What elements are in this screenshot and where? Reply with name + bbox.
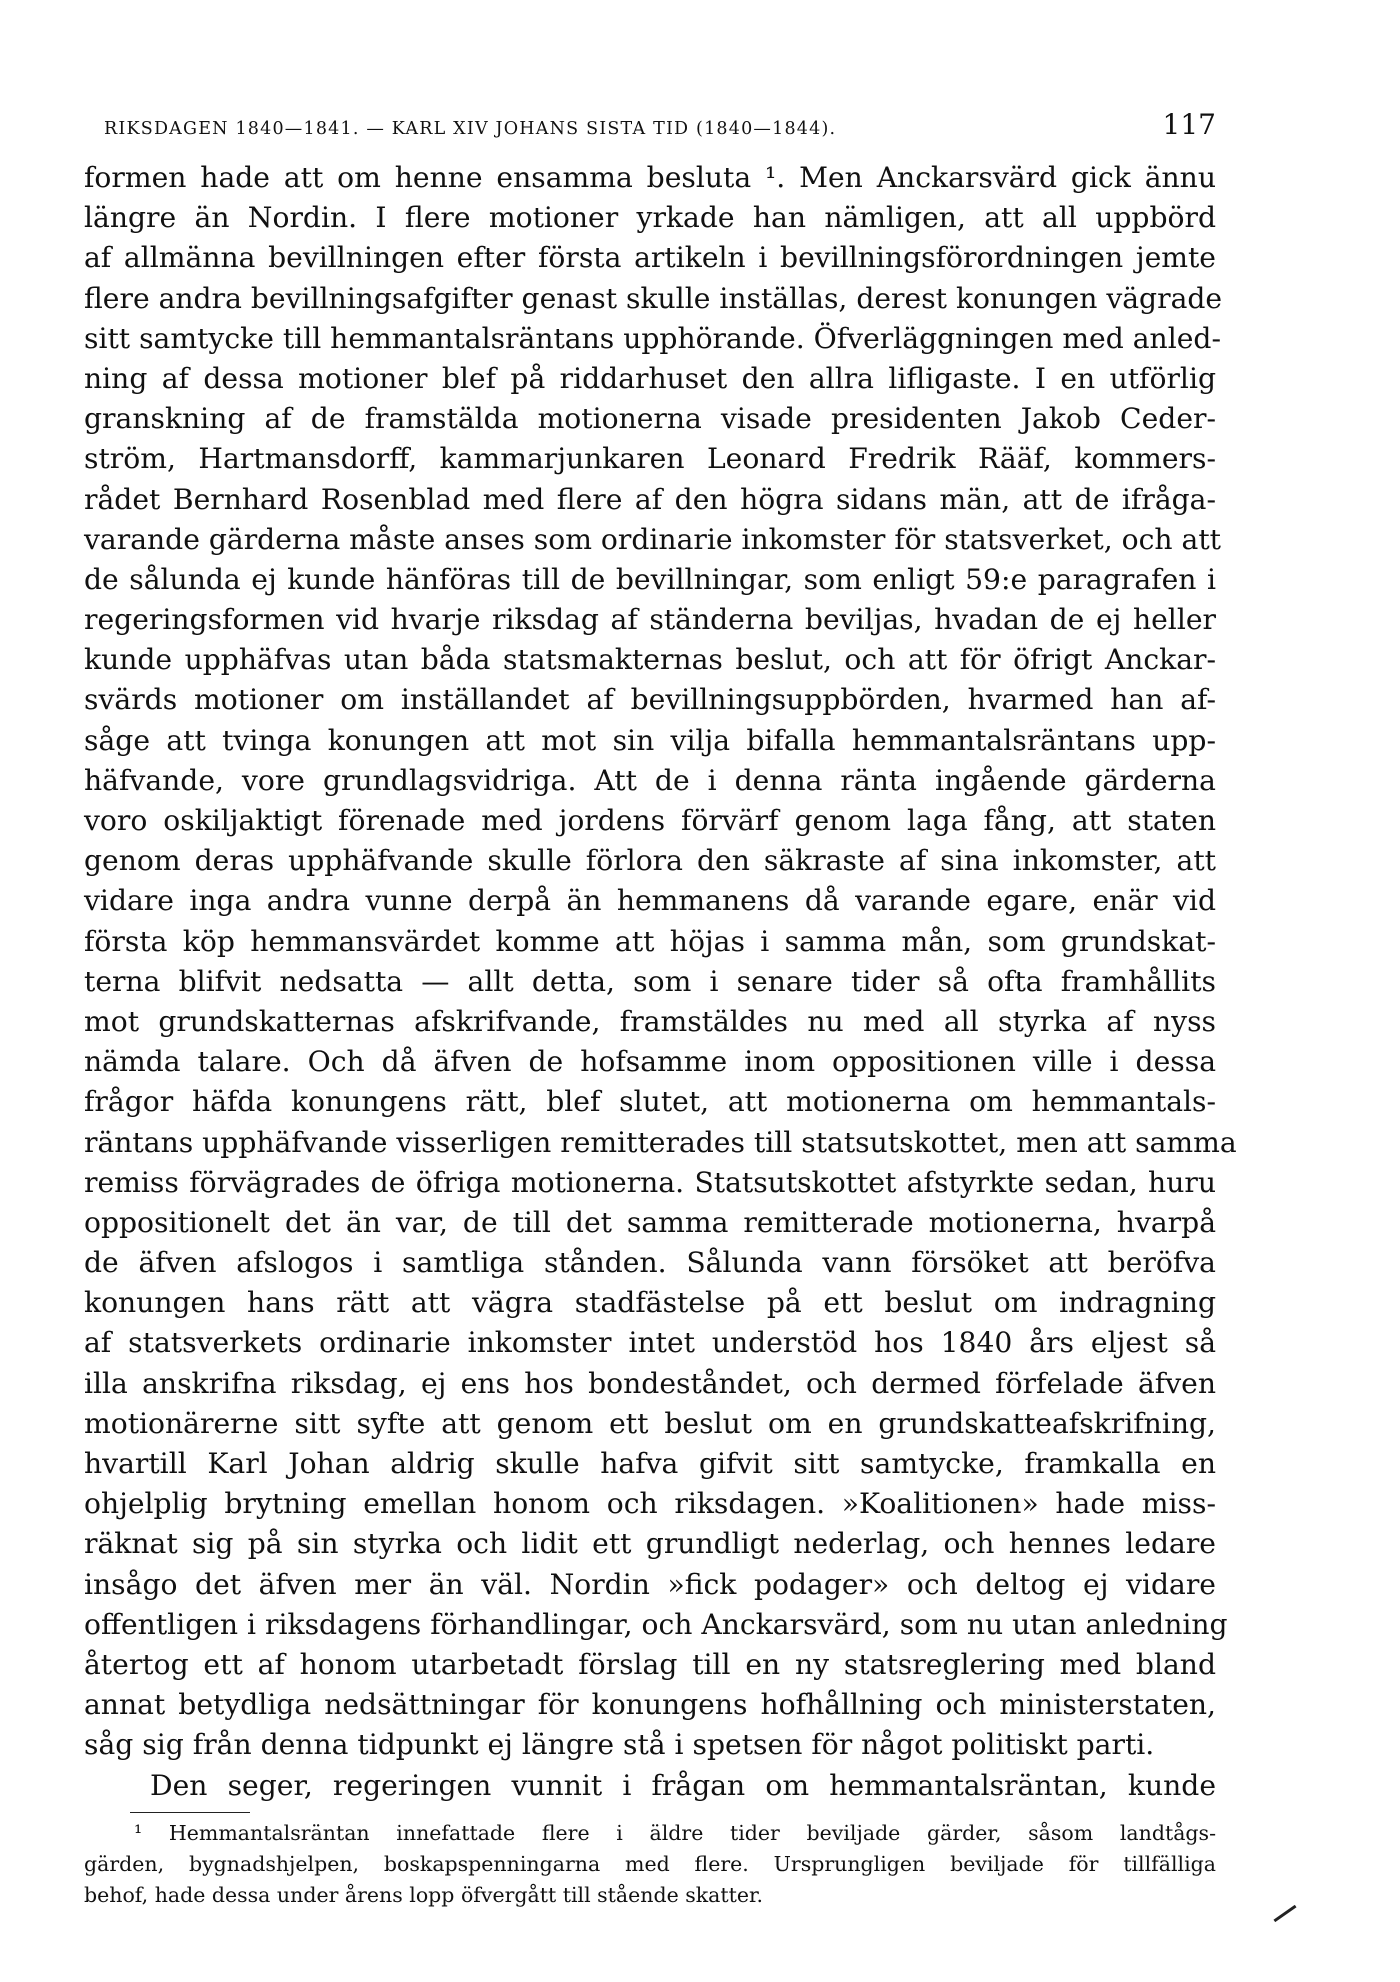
body-text	[84, 158, 1237, 1806]
body-line: motionärerne sitt syfte att genom ett beslut om en grundskatteafskrifning,	[84, 1406, 1216, 1440]
body-line: insågo det äfven mer än väl. Nordin »fick podager» och deltog ej vidare	[84, 1567, 1216, 1601]
body-line: sitt samtycke till hemmantalsräntans upphörande. Öfverläggningen med anled-	[84, 321, 1221, 355]
body-line: de sålunda ej kunde hänföras till de bevillningar, som enligt 59:e paragrafen i	[84, 562, 1216, 596]
running-header	[104, 108, 1216, 152]
body-line: varande gärderna måste anses som ordinarie inkomster för statsverket, och att	[84, 522, 1222, 556]
body-line: frågor häfda konungens rätt, blef slutet, att motionerna om hemmantals-	[84, 1085, 1216, 1119]
body-line: räknat sig på sin styrka och lidit ett grundligt nederlag, och hennes ledare	[84, 1527, 1216, 1561]
body-line: häfvande, vore grundlagsvidriga. Att de i denna ränta ingående gärderna	[84, 763, 1216, 797]
body-line: konungen hans rätt att vägra stadfästelse på ett beslut om indragning	[84, 1286, 1216, 1320]
footnote-rule	[130, 1812, 250, 1813]
body-line: såg sig från denna tidpunkt ej längre stå i spetsen för något politiskt parti.	[84, 1728, 1155, 1762]
body-line: af statsverkets ordinarie inkomster intet understöd hos 1840 års eljest så	[84, 1326, 1216, 1360]
body-line: räntans upphäfvande visserligen remitterades till statsutskottet, men att samma	[84, 1125, 1237, 1159]
body-line: återtog ett af honom utarbetadt förslag till en ny statsreglering med bland	[84, 1647, 1216, 1681]
body-line: första köp hemmansvärdet komme att höjas i samma mån, som grundskat-	[84, 924, 1216, 958]
body-line: Den seger, regeringen vunnit i frågan om hemmantalsräntan, kunde	[150, 1768, 1216, 1802]
body-line: granskning af de framstälda motionerna visade presidenten Jakob Ceder-	[84, 402, 1216, 436]
body-line: terna blifvit nedsatta — allt detta, som i senare tider så ofta framhållits	[84, 964, 1216, 998]
body-line: ohjelplig brytning emellan honom och riksdagen. »Koalitionen» hade miss-	[84, 1487, 1216, 1521]
body-line: formen hade att om henne ensamma besluta ¹. Men Anckarsvärd gick ännu	[84, 161, 1216, 194]
body-line: de äfven afslogos i samtliga stånden. Sålunda vann försöket att beröfva	[84, 1246, 1216, 1280]
body-line: flere andra bevillningsafgifter genast skulle inställas, derest konungen vägrade	[84, 281, 1223, 315]
body-line: remiss förvägrades de öfriga motionerna. Statsutskottet afstyrkte sedan, huru	[84, 1165, 1216, 1199]
footnote-line: behof, hade dessa under årens lopp öfvergått till stående skatter.	[84, 1883, 764, 1907]
body-line: hvartill Karl Johan aldrig skulle hafva gifvit sitt samtycke, framkalla en	[84, 1447, 1216, 1480]
body-line: längre än Nordin. I flere motioner yrkade han nämligen, att all uppbörd	[84, 201, 1216, 235]
body-line: såge att tvinga konungen att mot sin vilja bifalla hemmantalsräntans upp-	[84, 723, 1216, 757]
body-line: voro oskiljaktigt förenade med jordens förvärf genom laga fång, att staten	[84, 804, 1216, 837]
body-line: mot grundskatternas afskrifvande, framstäldes nu med all styrka af nyss	[84, 1004, 1216, 1038]
ink-mark	[1273, 1905, 1296, 1922]
footnotes	[84, 1818, 1216, 1911]
footnote-line: gärden, bygnadshjelpen, boskapspenningarna med flere. Ursprungligen beviljade för tillfälliga	[84, 1852, 1216, 1876]
body-line: kunde upphäfvas utan båda statsmakternas beslut, och att för öfrigt Anckar-	[84, 643, 1216, 677]
body-line: nämda talare. Och då äfven de hofsamme inom oppositionen ville i dessa	[84, 1045, 1216, 1079]
body-line: genom deras upphäfvande skulle förlora den säkraste af sina inkomster, att	[84, 844, 1216, 878]
body-line: ström, Hartmansdorff, kammarjunkaren Leonard Fredrik Rääf, kommers-	[84, 442, 1216, 476]
footnote-line: ¹ Hemmantalsräntan innefattade flere i äldre tider beviljade gärder, såsom landtågs-	[134, 1821, 1216, 1845]
body-line: rådet Bernhard Rosenblad med flere af den högra sidans män, att de ifråga-	[84, 482, 1216, 516]
body-line: illa anskrifna riksdag, ej ens hos bondeståndet, och dermed förfelade äfven	[84, 1366, 1216, 1400]
body-line: regeringsformen vid hvarje riksdag af ständerna beviljas, hvadan de ej heller	[84, 603, 1216, 637]
running-head: RIKSDAGEN 1840—1841. — KARL XIV JOHANS SISTA TID (1840—1844).	[104, 119, 837, 139]
body-line: annat betydliga nedsättningar för konungens hofhållning och ministerstaten,	[84, 1688, 1216, 1722]
body-line: svärds motioner om inställandet af bevillningsuppbörden, hvarmed han af-	[84, 683, 1216, 717]
body-line: vidare inga andra vunne derpå än hemmanens då varande egare, enär vid	[84, 884, 1216, 918]
body-line: oppositionelt det än var, de till det samma remitterade motionerna, hvarpå	[84, 1205, 1216, 1239]
body-line: ning af dessa motioner blef på riddarhuset den allra lifligaste. I en utförlig	[84, 361, 1216, 395]
page-number: 117	[1162, 108, 1216, 141]
body-line: af allmänna bevillningen efter första artikeln i bevillningsförordningen jemte	[84, 241, 1216, 275]
body-line: offentligen i riksdagens förhandlingar, och Anckarsvärd, som nu utan anledning	[84, 1607, 1228, 1641]
